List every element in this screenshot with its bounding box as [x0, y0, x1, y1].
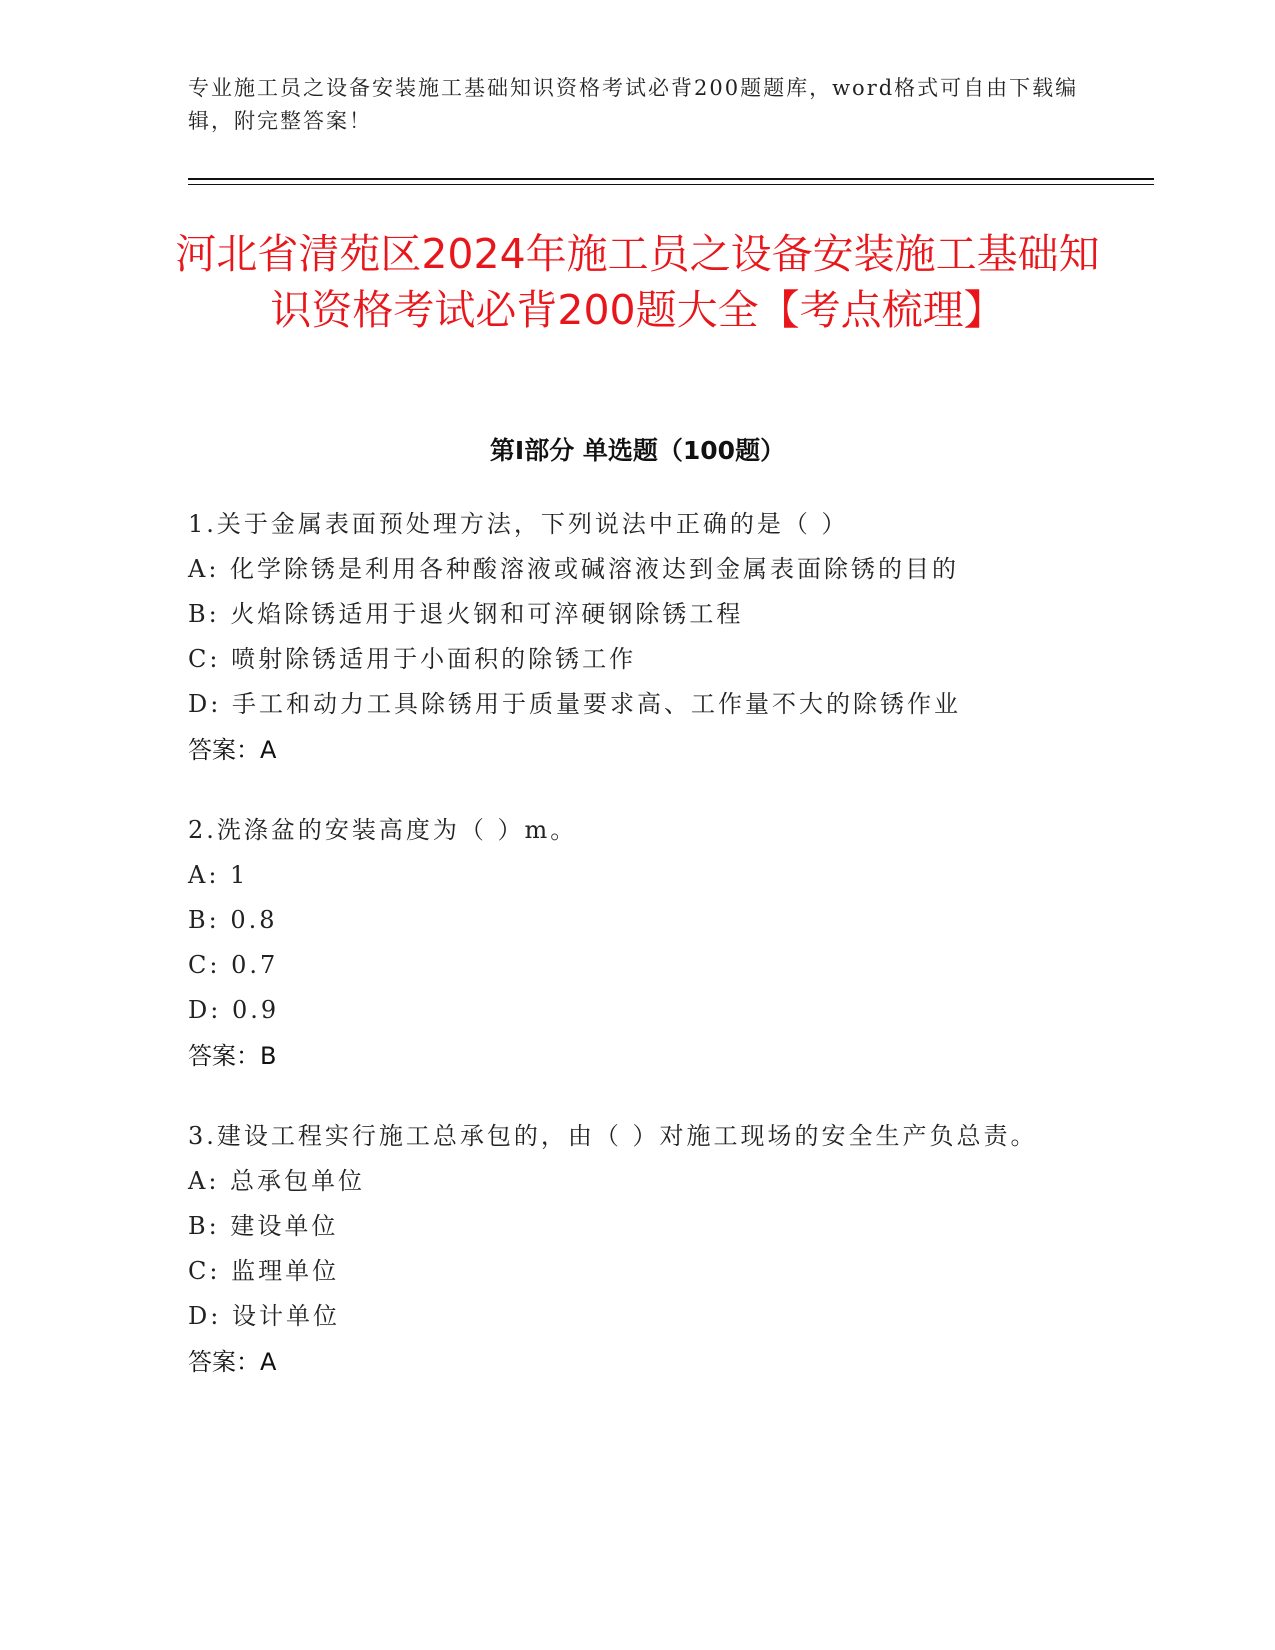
option-b: B: 0.8 — [188, 906, 278, 934]
question-stem: 1.关于金属表面预处理方法，下列说法中正确的是（ ） — [188, 510, 849, 538]
option-d: D: 手工和动力工具除锈用于质量要求高、工作量不大的除锈作业 — [188, 690, 961, 718]
section-title: 第I部分 单选题（100题） — [489, 436, 786, 465]
question-stem: 2.洗涤盆的安装高度为（ ）m。 — [188, 816, 578, 844]
question-1 — [188, 501, 1088, 773]
header-rule-thin — [188, 184, 1154, 185]
option-b: B: 建设单位 — [188, 1212, 339, 1240]
option-c: C: 喷射除锈适用于小面积的除锈工作 — [188, 645, 637, 673]
answer-line: 答案：A — [188, 1348, 277, 1376]
question-3 — [188, 1113, 1088, 1385]
option-d: D: 设计单位 — [188, 1302, 340, 1330]
answer-line: 答案：B — [188, 1042, 277, 1070]
option-c: C: 0.7 — [188, 951, 279, 979]
header-note: 专业施工员之设备安装施工基础知识资格考试必背200题题库，word格式可自由下载编辑，附完整答案！ — [188, 76, 1079, 133]
option-a: A: 1 — [188, 861, 249, 889]
option-a: A: 总承包单位 — [188, 1167, 366, 1195]
option-a: A: 化学除锈是利用各种酸溶液或碱溶液达到金属表面除锈的目的 — [188, 555, 960, 583]
question-2 — [188, 807, 1088, 1079]
option-d: D: 0.9 — [188, 996, 280, 1024]
answer-line: 答案：A — [188, 736, 277, 764]
header-rule-thick — [188, 178, 1154, 180]
option-c: C: 监理单位 — [188, 1257, 340, 1285]
question-stem: 3.建设工程实行施工总承包的，由（ ）对施工现场的安全生产负总责。 — [188, 1122, 1038, 1150]
option-b: B: 火焰除锈适用于退火钢和可淬硬钢除锈工程 — [188, 600, 744, 628]
document-title: 河北省清苑区2024年施工员之设备安装施工基础知识资格考试必背200题大全【考点梳理】 — [175, 230, 1100, 334]
